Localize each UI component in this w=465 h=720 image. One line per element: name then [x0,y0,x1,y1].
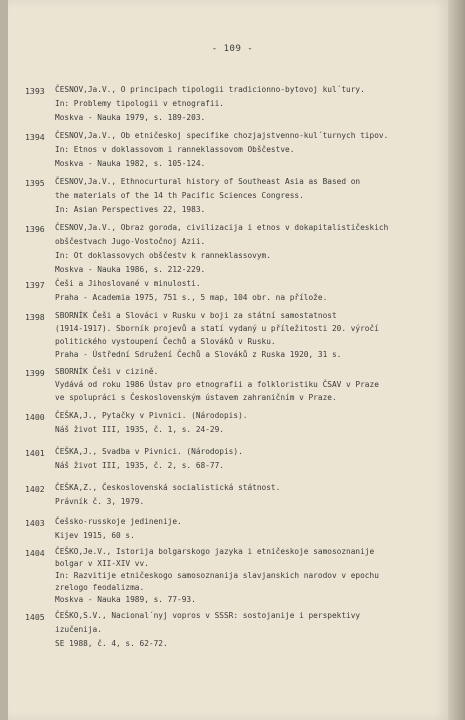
entry-line: izučenija. [55,625,102,634]
entry-line: obščestvach Jugo-Vostočnoj Azii. [55,237,206,246]
entry-number: 1405 [25,612,45,622]
entry-line: ČEŠKA,Z., Československá socialistická státnost. [55,483,281,492]
entry-line: zrelogo feodalizma. [55,583,145,592]
entry-line: ČEŠKO,S.V., Nacional´nyj vopros v SSSR: sostojanije i perspektivy [55,611,361,620]
entry-line: (1914-1917). Sborník projevů a statí vydaný u příležitosti 20. výročí [55,324,379,333]
entry-line: ve spolupráci s Československým ústavem zahraničním v Praze. [55,393,337,402]
entry-number: 1397 [25,280,45,290]
entry-line: In: Ot doklassovych obščestv k ranneklassovym. [55,251,271,260]
entry-line: Vydává od roku 1986 Ústav pro etnografii a folkloristiku ČSAV v Praze [55,380,379,389]
entry-line: Moskva - Nauka 1986, s. 212-229. [55,265,206,274]
entry-line: SBORNÍK Češi a Slováci v Rusku v boji za státní samostatnost [55,311,337,320]
entry-number: 1396 [25,224,45,234]
entry-number: 1399 [25,368,45,378]
entry-line: Praha - Ústřední Sdružení Čechů a Slováků z Ruska 1920, 31 s. [55,350,342,359]
entry-line: ČEŠKO,Je.V., Istorija bolgarskogo jazyka i etničeskoje samosoznanije [55,547,375,556]
entry-line: Češi a Jihoslované v minulosti. [55,279,201,288]
entry-number: 1403 [25,518,45,528]
entry-line: In: Razvitije etničeskogo samosoznanija slavjanskich narodov v epochu [55,571,379,580]
entry-line: ČESNOV,Ja.V., Ob etničeskoj specifike chozjajstvenno-kul´turnych tipov. [55,131,389,140]
entry-line: SBORNÍK Češi v cizině. [55,367,159,376]
entry-line: Moskva - Nauka 1989, s. 77-93. [55,595,196,604]
entry-line: In: Etnos v doklassovom i ranneklassovom Obščestve. [55,145,295,154]
entry-line: Kijev 1915, 60 s. [55,531,135,540]
entry-line: ČEŠKA,J., Pytačky v Pivnici. (Národopis). [55,411,248,420]
entry-line: Moskva - Nauka 1982, s. 105-124. [55,159,206,168]
entry-line: Náš život III, 1935, č. 1, s. 24-29. [55,425,224,434]
entry-line: In: Asian Perspectives 22, 1983. [55,205,206,214]
entry-line: SE 1988, č. 4, s. 62-72. [55,639,168,648]
entry-line: Moskva - Nauka 1979, s. 189-203. [55,113,206,122]
entry-line: Češsko-russkoje jedinenije. [55,517,182,526]
page-number: - 109 - [211,44,254,54]
entry-line: politického vystoupení Čechů a Slováků v Rusku. [55,337,276,346]
entry-line: the materials of the 14 th Pacific Sciences Congress. [55,191,304,200]
entry-line: Náš život III, 1935, č. 2, s. 68-77. [55,461,224,470]
entry-line: In: Problemy tipologii v etnografii. [55,99,224,108]
entry-number: 1394 [25,132,45,142]
entry-number: 1402 [25,484,45,494]
entry-number: 1404 [25,548,45,558]
page-edge [448,0,465,720]
entry-line: ČESNOV,Ja.V., Ethnocurtural history of Southeast Asia as Based on [55,177,361,186]
entry-number: 1401 [25,448,45,458]
entry-line: Právník č. 3, 1979. [55,497,145,506]
entry-line: ČEŠKA,J., Svadba v Pivnici. (Národopis). [55,447,243,456]
entry-number: 1393 [25,86,45,96]
entry-line: ČESNOV,Ja.V., O principach tipologii tradicionno-bytovoj kul´tury. [55,85,365,94]
entry-number: 1400 [25,412,45,422]
entry-line: ČESNOV,Ja.V., Obraz goroda, civilizacija i etnos v dokapitalističeskich [55,223,389,232]
entry-line: Praha - Academia 1975, 751 s., 5 map, 104 obr. na přílože. [55,293,328,302]
entry-line: bolgar v XII-XIV vv. [55,559,149,568]
entry-number: 1398 [25,312,45,322]
entry-number: 1395 [25,178,45,188]
